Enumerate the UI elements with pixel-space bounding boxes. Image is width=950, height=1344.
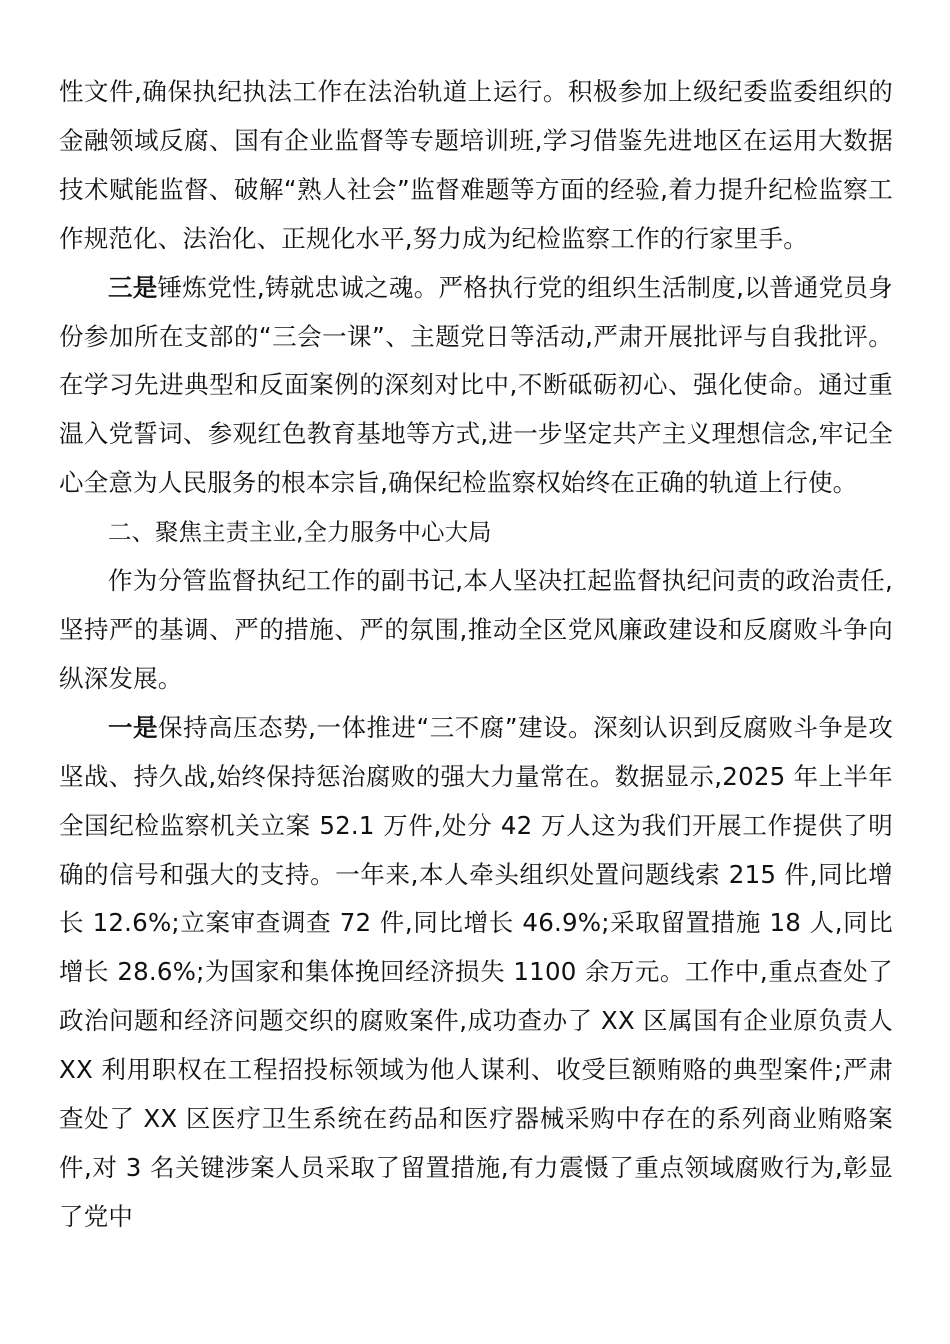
paragraph-lead-one: 一是 [108, 712, 159, 742]
paragraph-body-three: 锤炼党性,铸就忠诚之魂。严格执行党的组织生活制度,以普通党员身份参加所在支部的“三会一课”、主题党日等活动,严肃开展批评与自我批评。在学习先进典型和反面案例的深刻对比中,不断砥砺初心、强化使命。通过重温入党誓词、参观红色教育基地等方式,进一步坚定共产主义理想信念,牢记全心全意为人民服务的根本宗旨,确保纪检监察权始终在正确的轨道上行使。 [59, 272, 893, 498]
document-page [59, 68, 893, 1242]
paragraph-party-spirit [59, 264, 893, 509]
paragraph-body-one: 保持高压态势,一体推进“三不腐”建设。深刻认识到反腐败斗争是攻坚战、持久战,始终保持惩治腐败的强大力量常在。数据显示,2025 年上半年全国纪检监察机关立案 52.1 万件,处分 42 万人这为我们开展工作提供了明确的信号和强大的支持。一年来,本人牵头组织处置问题线索 215 件,同比增长 12.6%;立案审查调查 72 件,同比增长 46.9%;采取留置措施 18 人,同比增长 28.6%;为国家和集体挽回经济损失 1100 余万元。工作中,重点查处了政治问题和经济问题交织的腐败案件,成功查办了 XX 区属国有企业原负责人 XX 利用职权在工程招投标领域为他人谋利、收受巨额贿赂的典型案件;严肃查处了 XX 区医疗卫生系统在药品和医疗器械采购中存在的系列商业贿赂案件,对 3 名关键涉案人员采取了留置措施,有力震慑了重点领域腐败行为,彰显了党中 [59, 712, 893, 1231]
paragraph-training: 性文件,确保执纪执法工作在法治轨道上运行。积极参加上级纪委监委组织的金融领域反腐、国有企业监督等专题培训班,学习借鉴先进地区在运用大数据技术赋能监督、破解“熟人社会”监督难题等方面的经验,着力提升纪检监察工作规范化、法治化、正规化水平,努力成为纪检监察工作的行家里手。 [59, 77, 893, 253]
section-heading-two: 二、聚焦主责主业,全力服务中心大局 [108, 518, 492, 547]
paragraph-anti-corruption [59, 704, 893, 1242]
paragraph-lead-three: 三是 [108, 272, 158, 302]
paragraph-responsibility: 作为分管监督执纪工作的副书记,本人坚决扛起监督执纪问责的政治责任,坚持严的基调、严的措施、严的氛围,推动全区党风廉政建设和反腐败斗争向纵深发展。 [59, 566, 893, 693]
